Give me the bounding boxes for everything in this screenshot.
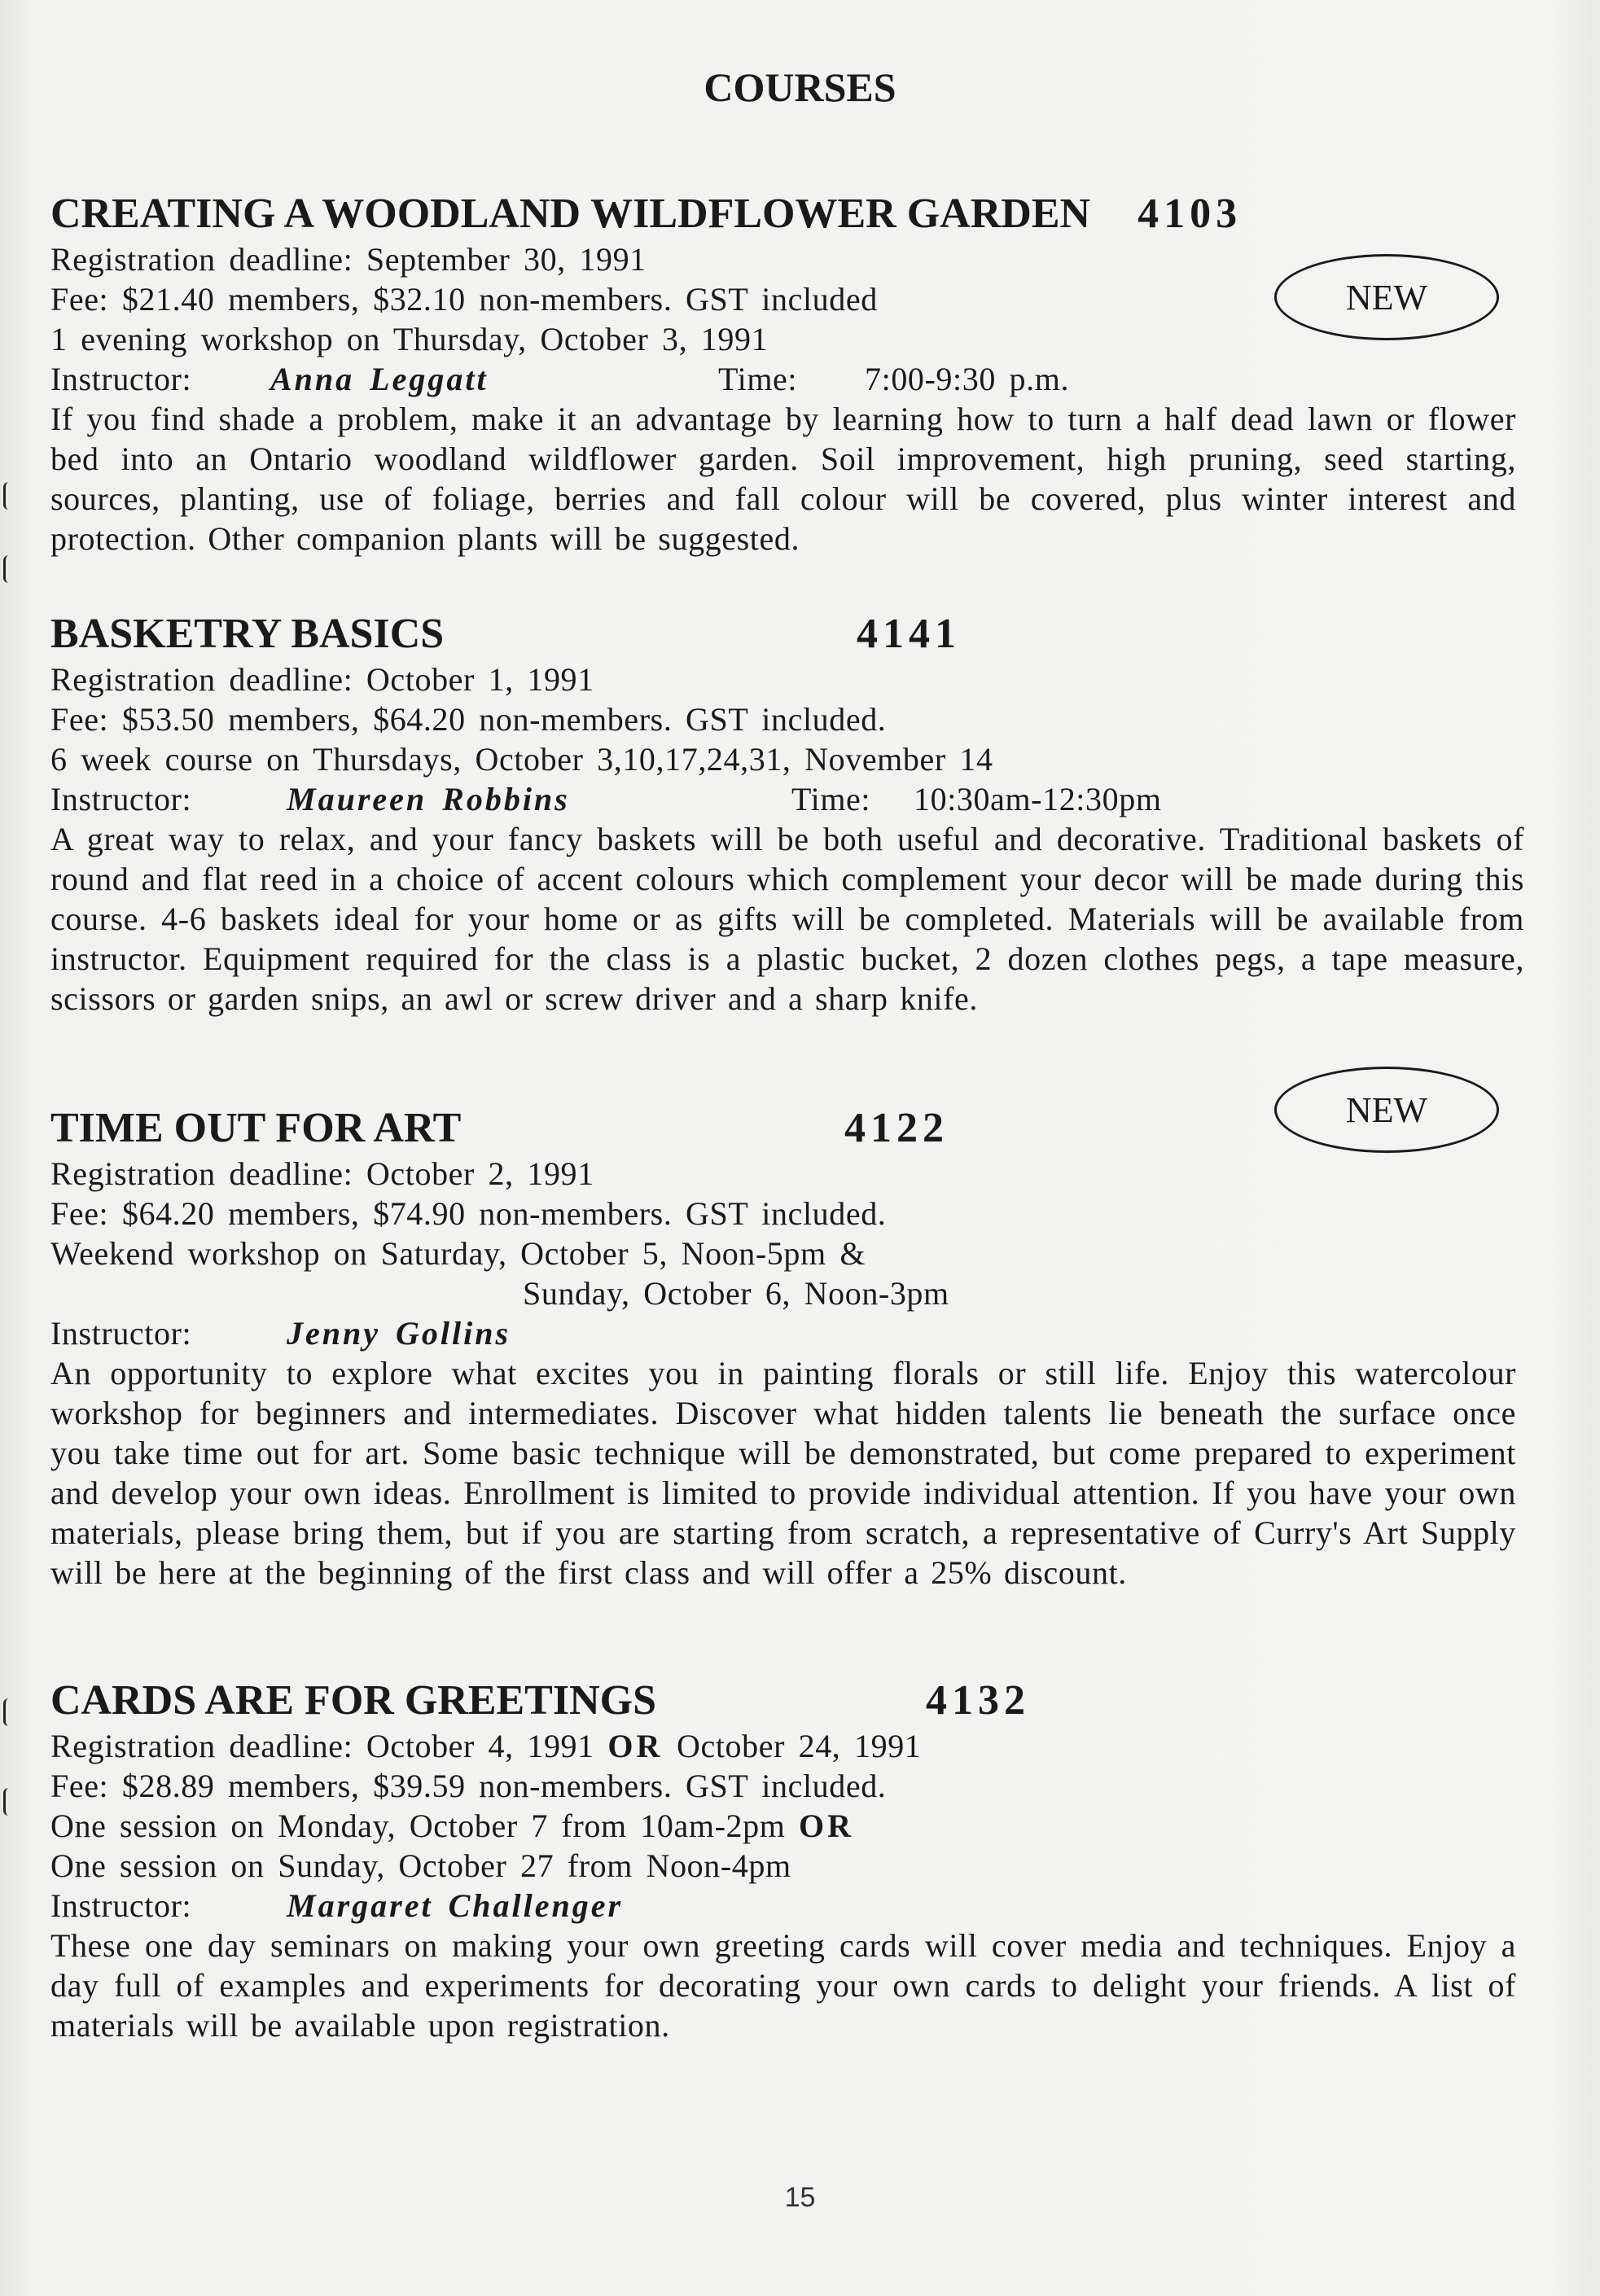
course-title: CARDS ARE FOR GREETINGS <box>50 1677 657 1724</box>
course-description: An opportunity to explore what excites you in painting florals or still life. Enjoy this watercolour workshop for beginners and intermediates. Discover what hidden talents lie beneath the surface once you take time out for art. Some basic technique will be demonstrated, but come prepared to experiment and develop your own ideas. Enrollment is limited to provide individual attention. If you have your own materials, please bring them, but if you are starting from scratch, a representative of Curry's Art Supply will be here at the beginning of the first class and will offer a 25% discount. <box>50 1355 1516 1591</box>
registration-deadline: Registration deadline: October 2, 1991 <box>50 1155 594 1192</box>
course-heading <box>50 609 1532 659</box>
session-line <box>50 1806 1532 1846</box>
instructor-name: Margaret Challenger <box>287 1887 624 1924</box>
binding-mark <box>3 1788 14 1816</box>
time-label: Time: <box>791 781 871 817</box>
new-badge: NEW <box>1274 254 1499 340</box>
course-heading <box>50 1676 1532 1726</box>
or-word: OR <box>607 1728 664 1764</box>
schedule-line: 6 week course on Thursdays, October 3,10,17,24,31, November 14 <box>50 741 993 778</box>
course-heading <box>50 189 1532 239</box>
instructor-line <box>50 359 1532 399</box>
course-woodland-wildflower <box>50 189 1532 559</box>
schedule-line: Weekend workshop on Saturday, October 5, Noon-5pm & <box>50 1235 866 1272</box>
course-code: 4103 <box>1138 191 1243 237</box>
instructor-name: Anna Leggatt <box>270 361 489 397</box>
course-description: A great way to relax, and your fancy baskets will be both useful and decorative. Traditional baskets of round and flat reed in a choice of accent colours which complement your decor will be made during this course. 4-6 baskets ideal for your home or as gifts will be completed. Materials will be available from instructor. Equipment required for the class is a plastic bucket, 2 dozen clothes pegs, a tape measure, scissors or garden snips, an awl or screw driver and a sharp knife. <box>50 821 1524 1017</box>
binding-mark <box>3 1698 14 1726</box>
fee-line: Fee: $64.20 members, $74.90 non-members. GST included. <box>50 1195 887 1232</box>
schedule-line: 1 evening workshop on Thursday, October 3, 1991 <box>50 321 769 357</box>
instructor-label: Instructor: <box>50 1315 192 1352</box>
registration-deadline-a: Registration deadline: October 4, 1991 <box>50 1728 594 1764</box>
page-title: COURSES <box>704 64 896 110</box>
registration-deadline: Registration deadline: October 1, 1991 <box>50 661 594 698</box>
instructor-line <box>50 1313 1532 1353</box>
course-title: TIME OUT FOR ART <box>50 1105 462 1151</box>
course-description: These one day seminars on making your own greeting cards will cover media and techniques. Enjoy a day full of examples and experiments for decorating your own cards to delight your friends. A list of materials will be available upon registration. <box>50 1927 1516 2044</box>
new-badge: NEW <box>1274 1067 1499 1153</box>
course-code: 4122 <box>844 1105 949 1151</box>
session-one: One session on Monday, October 7 from 10am-2pm <box>50 1807 786 1844</box>
registration-deadline: Registration deadline: September 30, 1991 <box>50 241 647 278</box>
instructor-line <box>50 779 1532 819</box>
course-description: If you find shade a problem, make it an advantage by learning how to turn a half dead lawn or flower bed into an Ontario woodland wildflower garden. Soil improvement, high pruning, seed starting, sources, planting, use of foliage, berries and fall colour will be covered, plus winter interest and protection. Other companion plants will be suggested. <box>50 401 1516 557</box>
binding-mark <box>3 555 14 583</box>
time-label: Time: <box>718 361 798 397</box>
registration-deadline-b: October 24, 1991 <box>676 1728 922 1764</box>
course-code: 4141 <box>857 611 961 657</box>
registration-deadline <box>50 1726 1532 1766</box>
course-title: CREATING A WOODLAND WILDFLOWER GARDEN <box>50 191 1091 237</box>
schedule-line-continued: Sunday, October 6, Noon-3pm <box>523 1275 949 1312</box>
page-number: 15 <box>784 2182 816 2213</box>
instructor-name: Maureen Robbins <box>287 781 570 817</box>
course-time-out-for-art <box>50 1103 1532 1593</box>
fee-line: Fee: $21.40 members, $32.10 non-members. GST included <box>50 281 878 318</box>
course-title: BASKETRY BASICS <box>50 611 445 657</box>
instructor-label: Instructor: <box>50 361 192 397</box>
instructor-line <box>50 1886 1532 1926</box>
instructor-label: Instructor: <box>50 781 192 817</box>
instructor-label: Instructor: <box>50 1887 192 1924</box>
session-line: One session on Sunday, October 27 from Noon-4pm <box>50 1847 791 1884</box>
course-code: 4132 <box>926 1677 1030 1724</box>
course-basketry-basics <box>50 609 1532 1019</box>
fee-line: Fee: $28.89 members, $39.59 non-members. GST included. <box>50 1768 887 1804</box>
course-cards-are-for-greetings <box>50 1676 1532 2045</box>
binding-mark <box>3 482 14 510</box>
instructor-name: Jenny Gollins <box>287 1315 511 1352</box>
time-value: 10:30am-12:30pm <box>914 781 1162 817</box>
fee-line: Fee: $53.50 members, $64.20 non-members. GST included. <box>50 701 887 738</box>
time-value: 7:00-9:30 p.m. <box>865 361 1070 397</box>
or-word: OR <box>799 1807 855 1844</box>
